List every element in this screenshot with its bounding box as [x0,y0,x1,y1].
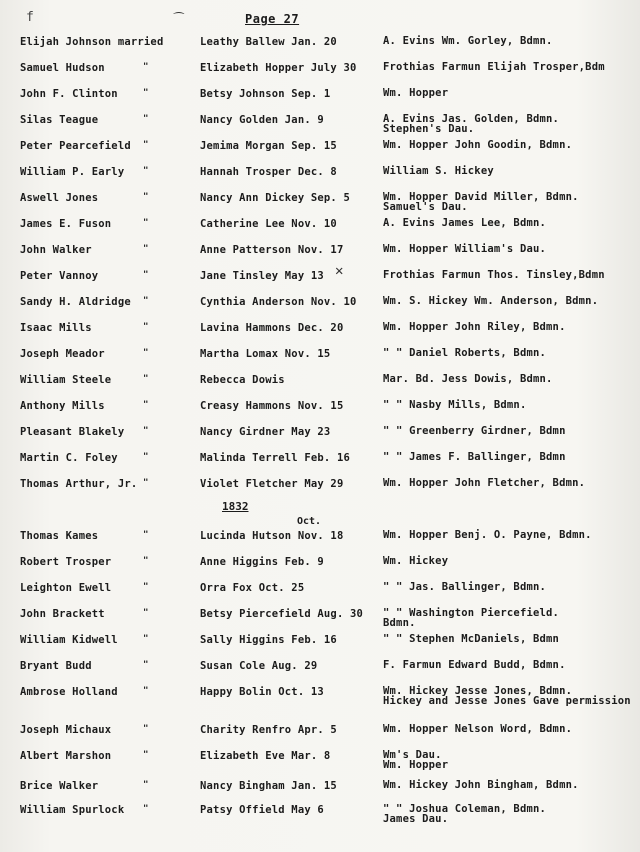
notes-line: Wm. Hickey [383,555,449,567]
record-row [0,114,640,138]
corner-mark: f [26,10,34,25]
notes-line: William S. Hickey [383,165,494,177]
bride-name-date: Orra Fox Oct. 25 [200,582,305,594]
notes-line: " " Greenberry Girdner, Bdmn [383,425,566,437]
record-row [0,192,640,216]
record-row [0,36,640,60]
groom-name: William Spurlock [20,804,125,816]
groom-name: Anthony Mills [20,400,105,412]
notes-line: " " Nasby Mills, Bdmn. [383,399,527,411]
officiant-bondsman [383,804,546,824]
groom-name: Robert Trosper [20,556,112,568]
record-row [0,608,640,632]
notes-line: " " Washington Piercefield. [383,607,560,619]
notes-line: A. Evins James Lee, Bdmn. [383,217,547,229]
bride-name-date: Violet Fletcher May 29 [200,478,344,490]
record-row [0,270,640,294]
ditto-mark: " [143,582,149,592]
officiant-bondsman [383,88,448,98]
record-row [0,686,640,710]
officiant-bondsman [383,140,572,150]
officiant-bondsman [383,608,559,628]
notes-line: Wm. Hopper John Fletcher, Bdmn. [383,477,586,489]
record-row [0,556,640,580]
record-row [0,660,640,684]
notes-line: " " Jas. Ballinger, Bdmn. [383,581,547,593]
notes-line: Mar. Bd. Jess Dowis, Bdmn. [383,373,553,385]
notes-line: Wm. Hopper William's Dau. [383,243,547,255]
bride-name-date: Sally Higgins Feb. 16 [200,634,337,646]
officiant-bondsman [383,478,585,488]
bride-name-date: Jane Tinsley May 13 [200,270,324,282]
notes-line: " " Stephen McDaniels, Bdmn [383,633,560,645]
officiant-bondsman [383,530,592,540]
ditto-mark: " [143,218,149,228]
groom-name: Pleasant Blakely [20,426,125,438]
notes-line-2: James Dau. [383,813,449,825]
officiant-bondsman [383,218,546,228]
groom-name: James E. Fuson [20,218,112,230]
ditto-mark: " [143,780,149,790]
bride-name-date: Betsy Johnson Sep. 1 [200,88,331,100]
notes-line-2: Stephen's Dau. [383,123,475,135]
officiant-bondsman [383,556,448,566]
groom-name: Brice Walker [20,780,99,792]
officiant-bondsman [383,634,559,644]
x-mark: ✕ [335,263,344,279]
month-note: Oct. [297,516,322,527]
notes-line: Wm. Hopper Benj. O. Payne, Bdmn. [383,529,592,541]
ditto-mark: " [143,374,149,384]
ditto-mark: " [143,62,149,72]
officiant-bondsman [383,270,605,280]
ditto-mark: " [143,452,149,462]
bride-name-date: Creasy Hammons Nov. 15 [200,400,344,412]
bride-name-date: Rebecca Dowis [200,374,285,386]
record-row [0,804,640,828]
groom-name: Thomas Kames [20,530,99,542]
officiant-bondsman [383,374,553,384]
officiant-bondsman [383,62,605,72]
record-row [0,322,640,346]
ditto-mark: " [143,348,149,358]
bride-name-date: Nancy Bingham Jan. 15 [200,780,337,792]
record-row [0,750,640,774]
notes-line: A. Evins Jas. Golden, Bdmn. [383,113,560,125]
bride-name-date: Nancy Golden Jan. 9 [200,114,324,126]
bride-name-date: Charity Renfro Apr. 5 [200,724,337,736]
groom-name: Joseph Michaux [20,724,112,736]
notes-line: Wm's Dau. [383,749,442,761]
ditto-mark: " [143,660,149,670]
groom-name: Sandy H. Aldridge [20,296,131,308]
ditto-mark: " [143,140,149,150]
ditto-mark: " [143,322,149,332]
ditto-mark: " [143,724,149,734]
record-row [0,426,640,450]
record-row [0,634,640,658]
ditto-mark: " [143,88,149,98]
ditto-mark: " [143,530,149,540]
notes-line: F. Farmun Edward Budd, Bdmn. [383,659,566,671]
notes-line: Frothias Farmun Thos. Tinsley,Bdmn [383,269,605,281]
notes-line: " " Joshua Coleman, Bdmn. [383,803,547,815]
bride-name-date: Anne Higgins Feb. 9 [200,556,324,568]
officiant-bondsman [383,36,553,46]
record-row [0,348,640,372]
notes-line-2: Hickey and Jesse Jones Gave permission [383,695,631,707]
groom-name: William P. Early [20,166,125,178]
ditto-mark: " [143,686,149,696]
officiant-bondsman [383,724,572,734]
record-row [0,62,640,86]
ditto-mark: " [143,426,149,436]
record-row [0,530,640,554]
notes-line: Wm. Hopper [383,87,449,99]
bride-name-date: Jemima Morgan Sep. 15 [200,140,337,152]
officiant-bondsman [383,114,559,134]
record-row [0,218,640,242]
ditto-mark: " [143,296,149,306]
bride-name-date: Martha Lomax Nov. 15 [200,348,331,360]
groom-name: Ambrose Holland [20,686,118,698]
bride-name-date: Malinda Terrell Feb. 16 [200,452,350,464]
groom-name: Isaac Mills [20,322,92,334]
officiant-bondsman [383,166,494,176]
year-heading-row [0,500,640,530]
notes-line: " " Daniel Roberts, Bdmn. [383,347,547,359]
bride-name-date: Susan Cole Aug. 29 [200,660,318,672]
bride-name-date: Happy Bolin Oct. 13 [200,686,324,698]
ditto-mark: " [143,634,149,644]
groom-name: Martin C. Foley [20,452,118,464]
bride-name-date: Nancy Ann Dickey Sep. 5 [200,192,350,204]
officiant-bondsman [383,750,448,770]
bride-name-date: Lavina Hammons Dec. 20 [200,322,344,334]
notes-line: " " James F. Ballinger, Bdmn [383,451,566,463]
officiant-bondsman [383,452,566,462]
record-row [0,374,640,398]
ditto-mark: " [143,270,149,280]
bride-name-date: Elizabeth Hopper July 30 [200,62,357,74]
bride-name-date: Cynthia Anderson Nov. 10 [200,296,357,308]
officiant-bondsman [383,192,579,212]
officiant-bondsman [383,322,566,332]
bride-name-date: Anne Patterson Nov. 17 [200,244,344,256]
groom-name: John F. Clinton [20,88,118,100]
officiant-bondsman [383,582,546,592]
groom-name: Peter Pearcefield [20,140,131,152]
record-row [0,400,640,424]
ditto-mark: " [143,400,149,410]
notes-line: Frothias Farmun Elijah Trosper,Bdm [383,61,605,73]
ditto-mark: " [143,608,149,618]
ditto-mark: " [143,478,149,488]
groom-name: William Kidwell [20,634,118,646]
year-heading: 1832 [222,500,249,513]
groom-name: William Steele [20,374,112,386]
officiant-bondsman [383,400,526,410]
record-row [0,478,640,502]
notes-line-2: Bdmn. [383,617,416,629]
groom-name: Leighton Ewell [20,582,112,594]
groom-name: Bryant Budd [20,660,92,672]
groom-name: John Brackett [20,608,105,620]
notes-line: Wm. Hopper David Miller, Bdmn. [383,191,579,203]
bride-name-date: Patsy Offield May 6 [200,804,324,816]
officiant-bondsman [383,780,579,790]
groom-name: Samuel Hudson [20,62,105,74]
ditto-mark: " [143,556,149,566]
groom-name: John Walker [20,244,92,256]
bride-name-date: Betsy Piercefield Aug. 30 [200,608,364,620]
record-row [0,582,640,606]
notes-line: Wm. Hickey Jesse Jones, Bdmn. [383,685,573,697]
notes-line: Wm. Hopper John Goodin, Bdmn. [383,139,573,151]
bride-name-date: Lucinda Hutson Nov. 18 [200,530,344,542]
record-row [0,296,640,320]
groom-name: Silas Teague [20,114,99,126]
ditto-mark: " [143,192,149,202]
bride-name-date: Nancy Girdner May 23 [200,426,331,438]
officiant-bondsman [383,660,566,670]
ditto-mark: " [143,804,149,814]
bride-name-date: Hannah Trosper Dec. 8 [200,166,337,178]
officiant-bondsman [383,348,546,358]
bride-name-date: Catherine Lee Nov. 10 [200,218,337,230]
page-title: Page 27 [245,12,300,26]
record-row [0,724,640,748]
ditto-mark: " [143,750,149,760]
ditto-mark: " [143,166,149,176]
notes-line: Wm. S. Hickey Wm. Anderson, Bdmn. [383,295,599,307]
notes-line: A. Evins Wm. Gorley, Bdmn. [383,35,553,47]
groom-name: Thomas Arthur, Jr. [20,478,138,490]
notes-line: Wm. Hopper Nelson Word, Bdmn. [383,723,573,735]
ditto-mark: " [143,244,149,254]
tick-mark: ⁀ [174,12,184,26]
record-row [0,244,640,268]
ditto-mark: " [143,114,149,124]
record-row [0,140,640,164]
officiant-bondsman [383,426,566,436]
record-row [0,452,640,476]
notes-line-2: Wm. Hopper [383,759,449,771]
bride-name-date: Leathy Ballew Jan. 20 [200,36,337,48]
record-row [0,88,640,112]
officiant-bondsman [383,244,546,254]
groom-name: Albert Marshon [20,750,112,762]
groom-name: Peter Vannoy [20,270,99,282]
groom-name: Aswell Jones [20,192,99,204]
bride-name-date: Elizabeth Eve Mar. 8 [200,750,331,762]
officiant-bondsman [383,296,598,306]
notes-line-2: Samuel's Dau. [383,201,468,213]
groom-name: Elijah Johnson married [20,36,164,48]
notes-line: Wm. Hopper John Riley, Bdmn. [383,321,566,333]
record-row [0,780,640,804]
notes-line: Wm. Hickey John Bingham, Bdmn. [383,779,579,791]
officiant-bondsman [383,686,631,706]
record-row [0,166,640,190]
groom-name: Joseph Meador [20,348,105,360]
